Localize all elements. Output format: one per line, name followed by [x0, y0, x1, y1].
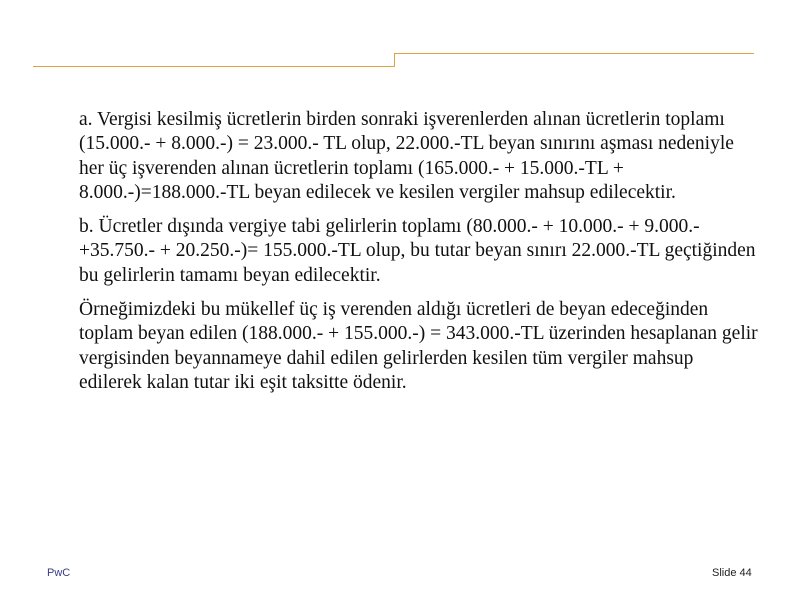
brand-logo-text: PwC [47, 567, 71, 579]
paragraph-summary: Örneğimizdeki bu mükellef üç iş verenden aldığı ücretleri de beyan edeceğinden toplam beyan edilen (188.000.- + 155.000.-) = 343.000.-TL üzerinden hesaplanan gelir vergisinden beyannameye dahil edilen gelirlerden kesilen tüm vergiler mahsup edilerek kalan tutar iki eşit taksitte ödenir. [79, 299, 758, 393]
header-rule-left [33, 66, 395, 67]
header-rule-step [394, 53, 395, 66]
paragraph-b: b. Ücretler dışında vergiye tabi gelirlerin toplamı (80.000.- + 10.000.- + 9.000.- +35.750.- + 20.250.-)= 155.000.-TL olup, bu tutar beyan sınırı 22.000.-TL geçtiğinden bu gelirlerin tamamı beyan edilecektir. [79, 216, 756, 286]
paragraph-a: a. Vergisi kesilmiş ücretlerin birden sonraki işverenlerden alınan ücretlerin toplamı (15.000.- + 8.000.-) = 23.000.- TL olup, 22.000.-TL beyan sınırını aşması nedeniyle her üç işverenden alınan ücretlerin toplamı (165.000.- + 15.000.-TL + 8.000.-)=188.000.-TL beyan edilecek ve kesilen vergiler mahsup edilecektir. [79, 109, 734, 203]
header-rule-right [394, 53, 754, 54]
slide-body [79, 108, 759, 405]
slide-number: Slide 44 [712, 567, 752, 579]
